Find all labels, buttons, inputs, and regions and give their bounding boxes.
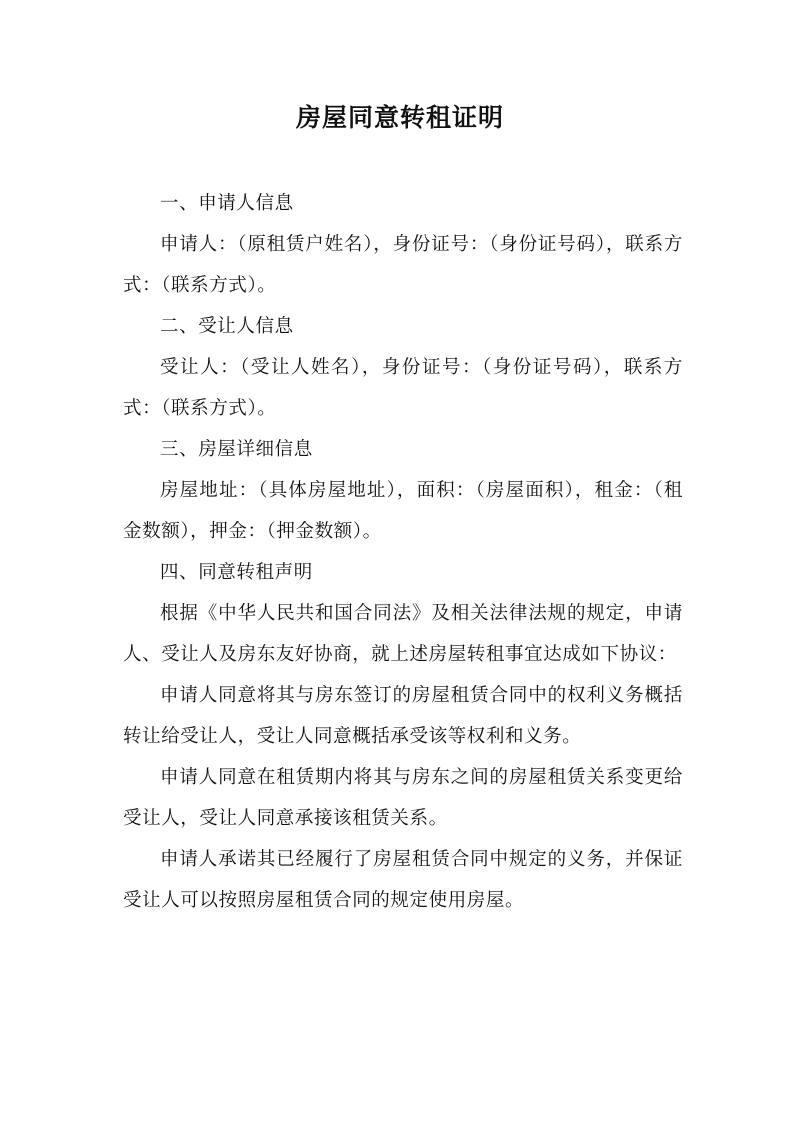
declaration-intro-paragraph: 根据《中华人民共和国合同法》及相关法律法规的规定，申请人、受让人及房东友好协商，就上述房屋转租事宜达成如下协议： (123, 603, 683, 665)
document-body (123, 183, 683, 921)
applicant-info-paragraph: 申请人：（原租赁户姓名），身份证号：（身份证号码），联系方式：（联系方式）。 (123, 234, 683, 296)
section-heading-declaration: 四、同意转租声明 (160, 562, 313, 583)
property-info-paragraph: 房屋地址：（具体房屋地址），面积：（房屋面积），租金：（租金数额），押金：（押金数额）。 (123, 480, 683, 542)
declaration-obligation-paragraph: 申请人承诺其已经履行了房屋租赁合同中规定的义务，并保证受让人可以按照房屋租赁合同的规定使用房屋。 (123, 849, 683, 911)
declaration-lease-paragraph: 申请人同意在租赁期内将其与房东之间的房屋租赁关系变更给受让人，受让人同意承接该租赁关系。 (123, 767, 683, 829)
section-heading-transferee: 二、受让人信息 (160, 316, 294, 337)
transferee-info-paragraph: 受让人：（受让人姓名），身份证号：（身份证号码），联系方式：（联系方式）。 (123, 357, 683, 419)
document-title: 房屋同意转租证明 (295, 103, 504, 132)
section-heading-property: 三、房屋详细信息 (160, 439, 313, 460)
declaration-rights-paragraph: 申请人同意将其与房东签订的房屋租赁合同中的权利义务概括转让给受让人，受让人同意概括承受该等权利和义务。 (123, 685, 683, 747)
section-heading-applicant: 一、申请人信息 (160, 193, 294, 214)
